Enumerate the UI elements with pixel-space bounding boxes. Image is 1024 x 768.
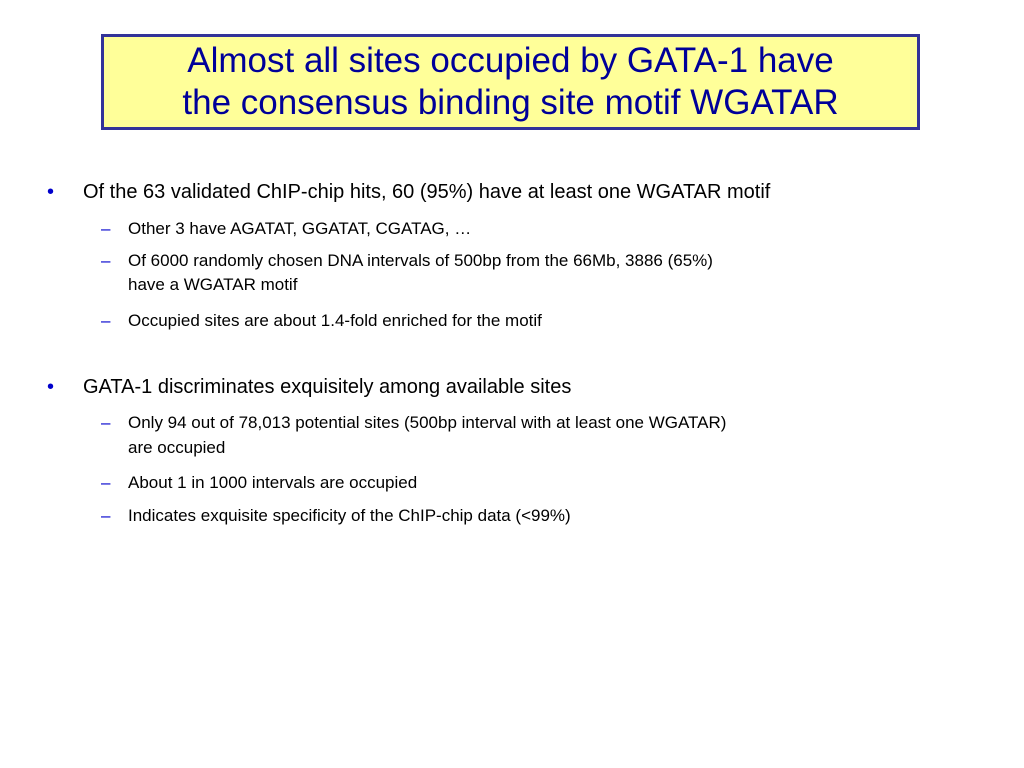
bullet-marker: • bbox=[47, 181, 55, 203]
sub-bullet-line: are occupied bbox=[128, 438, 226, 457]
bullet-text: Of the 63 validated ChIP-chip hits, 60 (95%) have at least one WGATAR motif bbox=[83, 181, 771, 203]
bullet-text: GATA-1 discriminates exquisitely among available sites bbox=[83, 376, 572, 398]
title-line-1: Almost all sites occupied by GATA-1 have bbox=[187, 41, 834, 80]
dash-marker: – bbox=[101, 506, 111, 525]
sub-bullet-line: Occupied sites are about 1.4-fold enriched for the motif bbox=[128, 311, 542, 330]
sub-bullet-line: Indicates exquisite specificity of the ChIP-chip data (<99%) bbox=[128, 506, 571, 525]
sub-bullet-line: About 1 in 1000 intervals are occupied bbox=[128, 473, 418, 492]
dash-marker: – bbox=[101, 473, 111, 492]
bullet-marker: • bbox=[47, 376, 55, 398]
sub-bullet-line: Of 6000 randomly chosen DNA intervals of 500bp from the 66Mb, 3886 (65%) bbox=[128, 251, 713, 270]
dash-marker: – bbox=[101, 251, 111, 270]
dash-marker: – bbox=[101, 311, 111, 330]
sub-bullet-line: have a WGATAR motif bbox=[128, 275, 298, 294]
sub-bullet-line: Other 3 have AGATAT, GGATAT, CGATAG, … bbox=[128, 219, 472, 238]
dash-marker: – bbox=[101, 413, 111, 432]
title-line-2: the consensus binding site motif WGATAR bbox=[182, 83, 839, 122]
dash-marker: – bbox=[101, 219, 111, 238]
sub-bullet-line: Only 94 out of 78,013 potential sites (500bp interval with at least one WGATAR) bbox=[128, 413, 727, 432]
